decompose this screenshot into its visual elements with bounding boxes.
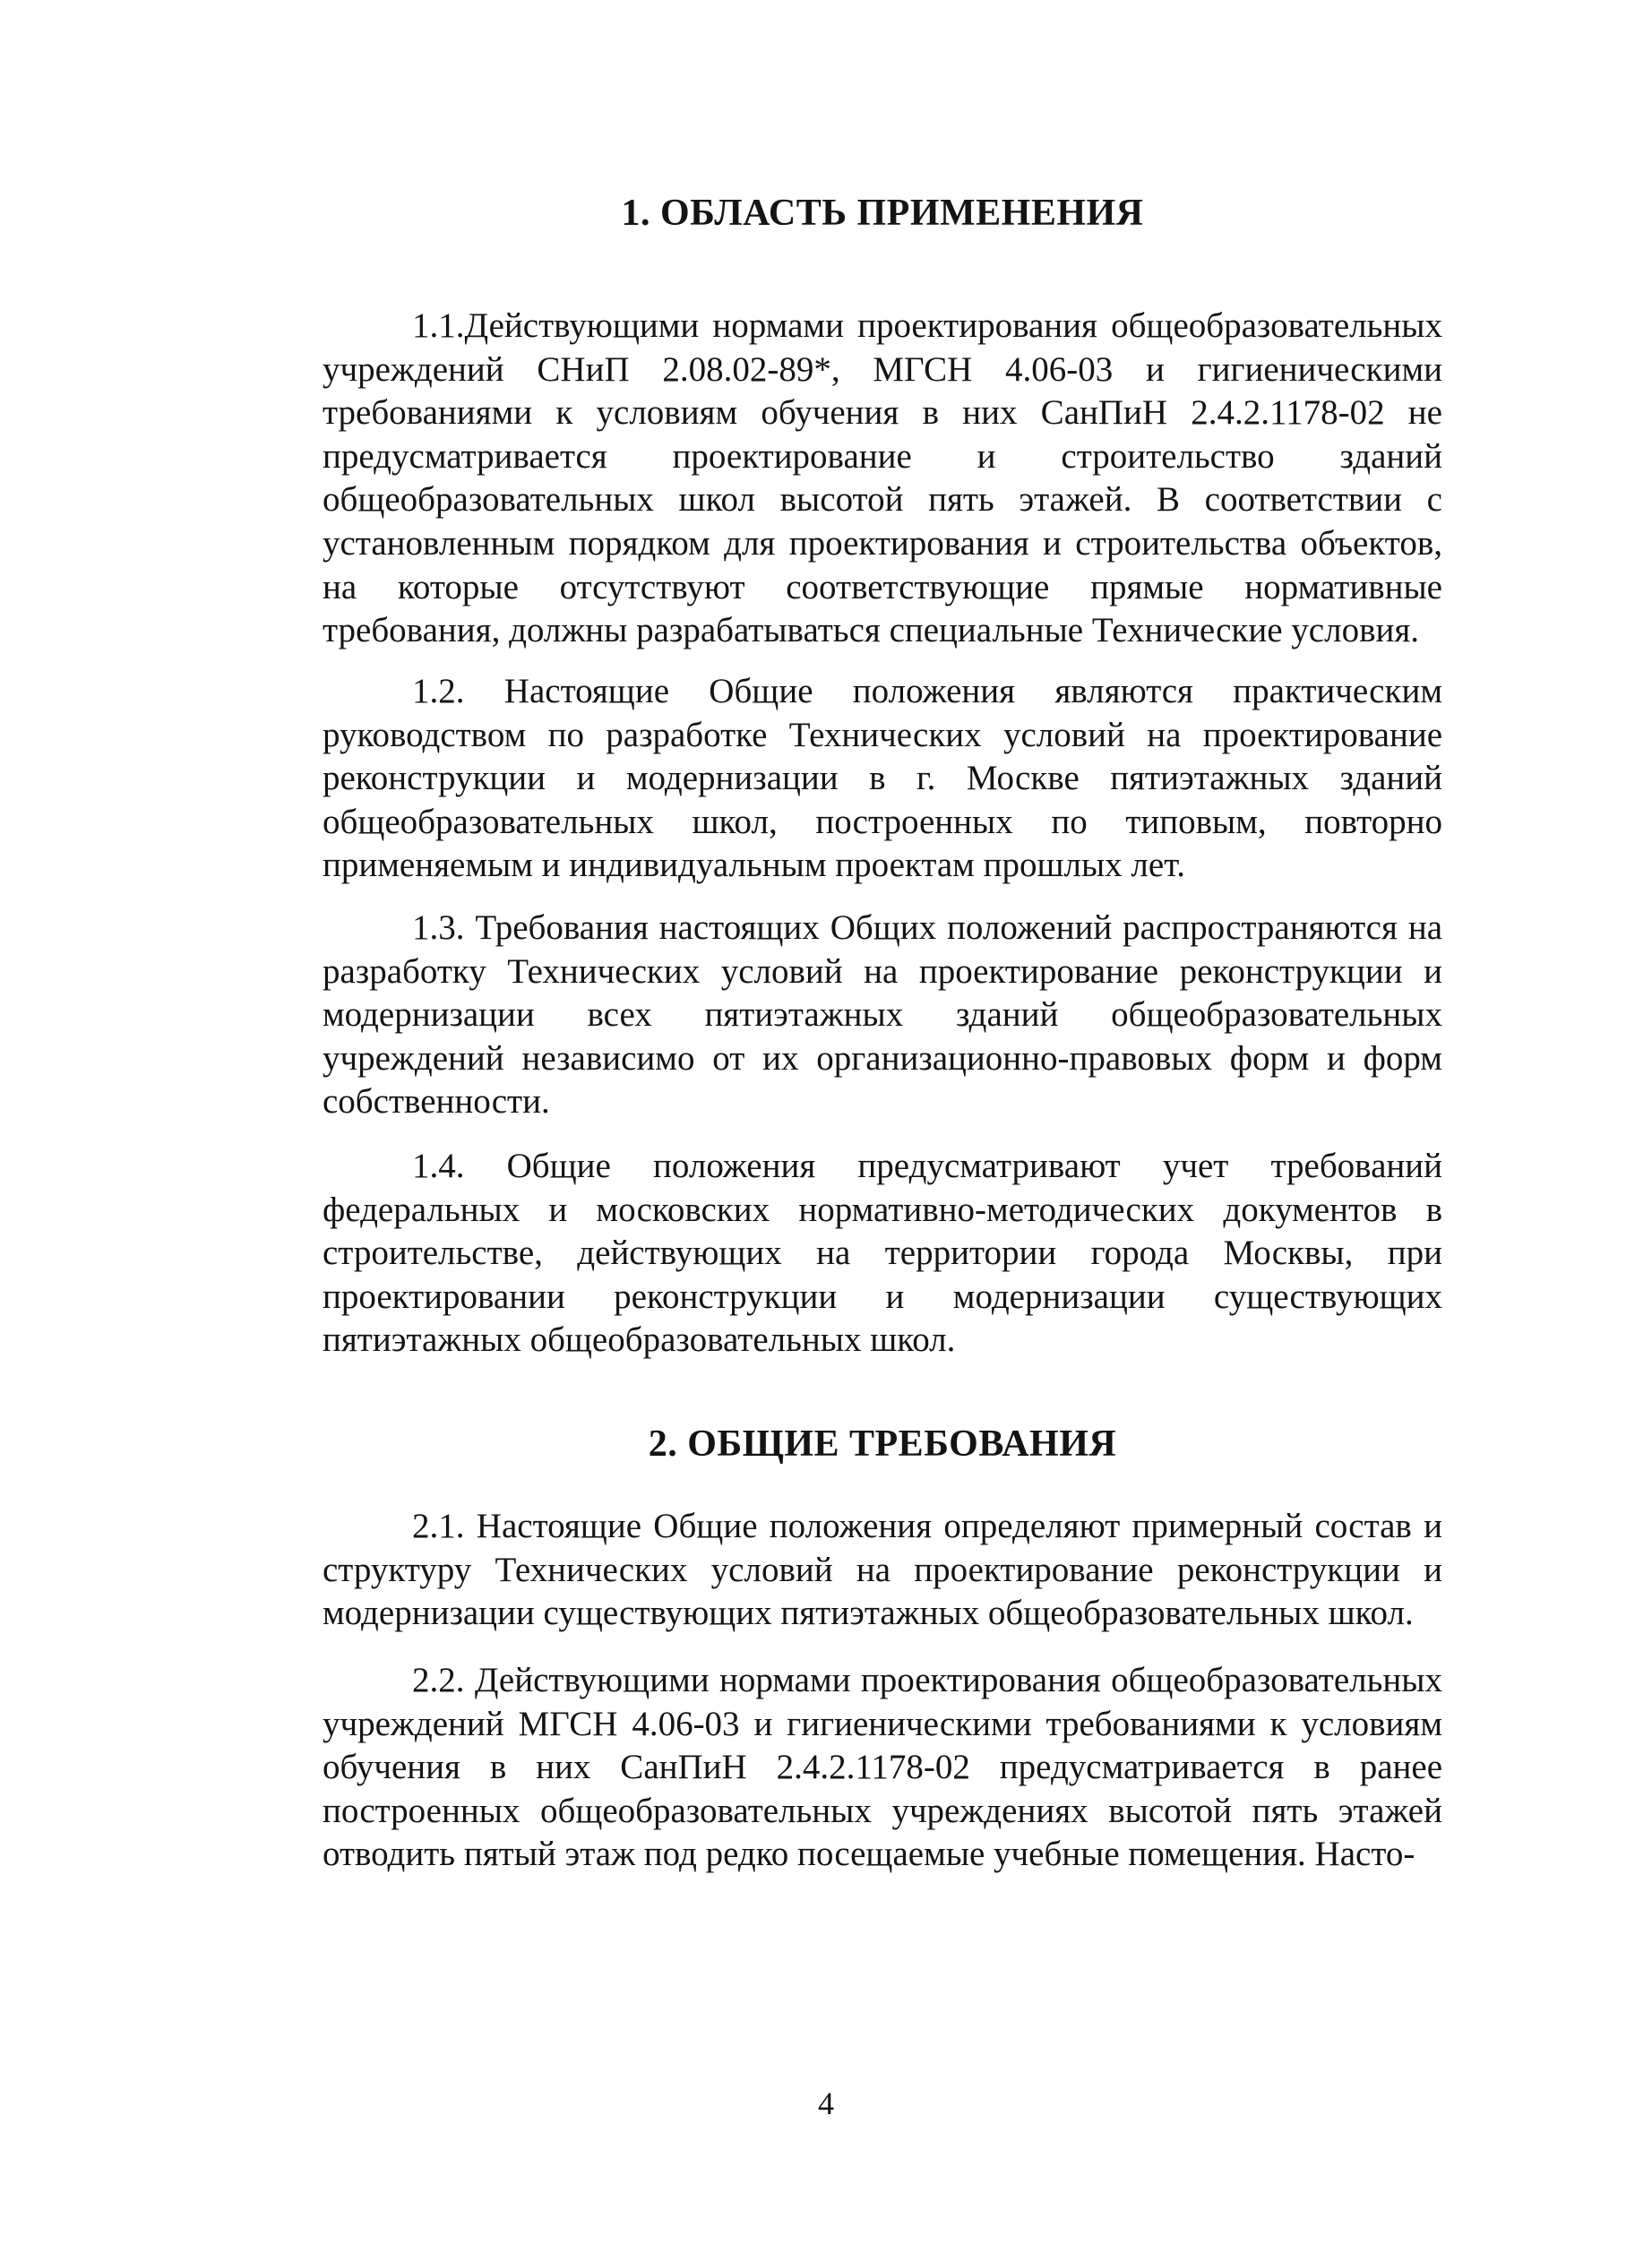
page-number: 4 <box>818 2085 834 2121</box>
section-1-heading: 1. ОБЛАСТЬ ПРИМЕНЕНИЯ <box>621 193 1144 234</box>
paragraph-1-4: 1.4. Общие положения предусматривают учет требований федеральных и московских нормативно-методических документов в строительстве, действующих на территории города Москвы, при проектировании реконструкции и модернизации существующих пятиэтажных общеобразовательных школ. <box>323 1147 1442 1360</box>
paragraph-2-1: 2.1. Настоящие Общие положения определяют примерный состав и структуру Технических условий на проектирование реконструкции и модернизации существующих пятиэтажных общеобразовательных школ. <box>323 1507 1442 1633</box>
section-2-heading: 2. ОБЩИЕ ТРЕБОВАНИЯ <box>648 1423 1117 1465</box>
paragraph-2-2: 2.2. Действующими нормами проектирования общеобразовательных учреждений МГСН 4.06-03 и гигиеническими требованиями к условиям обучения в них СанПиН 2.4.2.1178-02 предусматривается в ранее построенных общеобразовательных учреждениях высотой пять этажей отводить пятый этаж под редко посещаемые учебные помещения. Насто- <box>323 1661 1442 1874</box>
paragraph-1-2: 1.2. Настоящие Общие положения являются практическим руководством по разработке Технических условий на проектирование реконструкции и модернизации в г. Москве пятиэтажных зданий общеобразовательных школ, построенных по типовым, повторно применяемым и индивидуальным проектам прошлых лет. <box>323 672 1442 885</box>
paragraph-1-1: 1.1.Действующими нормами проектирования общеобразовательных учреждений СНиП 2.08.02-89*, МГСН 4.06-03 и гигиеническими требованиями к условиям обучения в них СанПиН 2.4.2.1178-02 не предусматривается проектирование и строительство зданий общеобразовательных школ высотой пять этажей. В соответствии с установленным порядком для проектирования и строительства объектов, на которые отсутствуют соответствующие прямые нормативные требования, должны разрабатываться специальные Технические условия. <box>323 306 1442 650</box>
paragraph-1-3: 1.3. Требования настоящих Общих положений распространяются на разработку Технических условий на проектирование реконструкции и модернизации всех пятиэтажных зданий общеобразовательных учреждений независимо от их организационно-правовых форм и форм собственности. <box>323 908 1442 1122</box>
